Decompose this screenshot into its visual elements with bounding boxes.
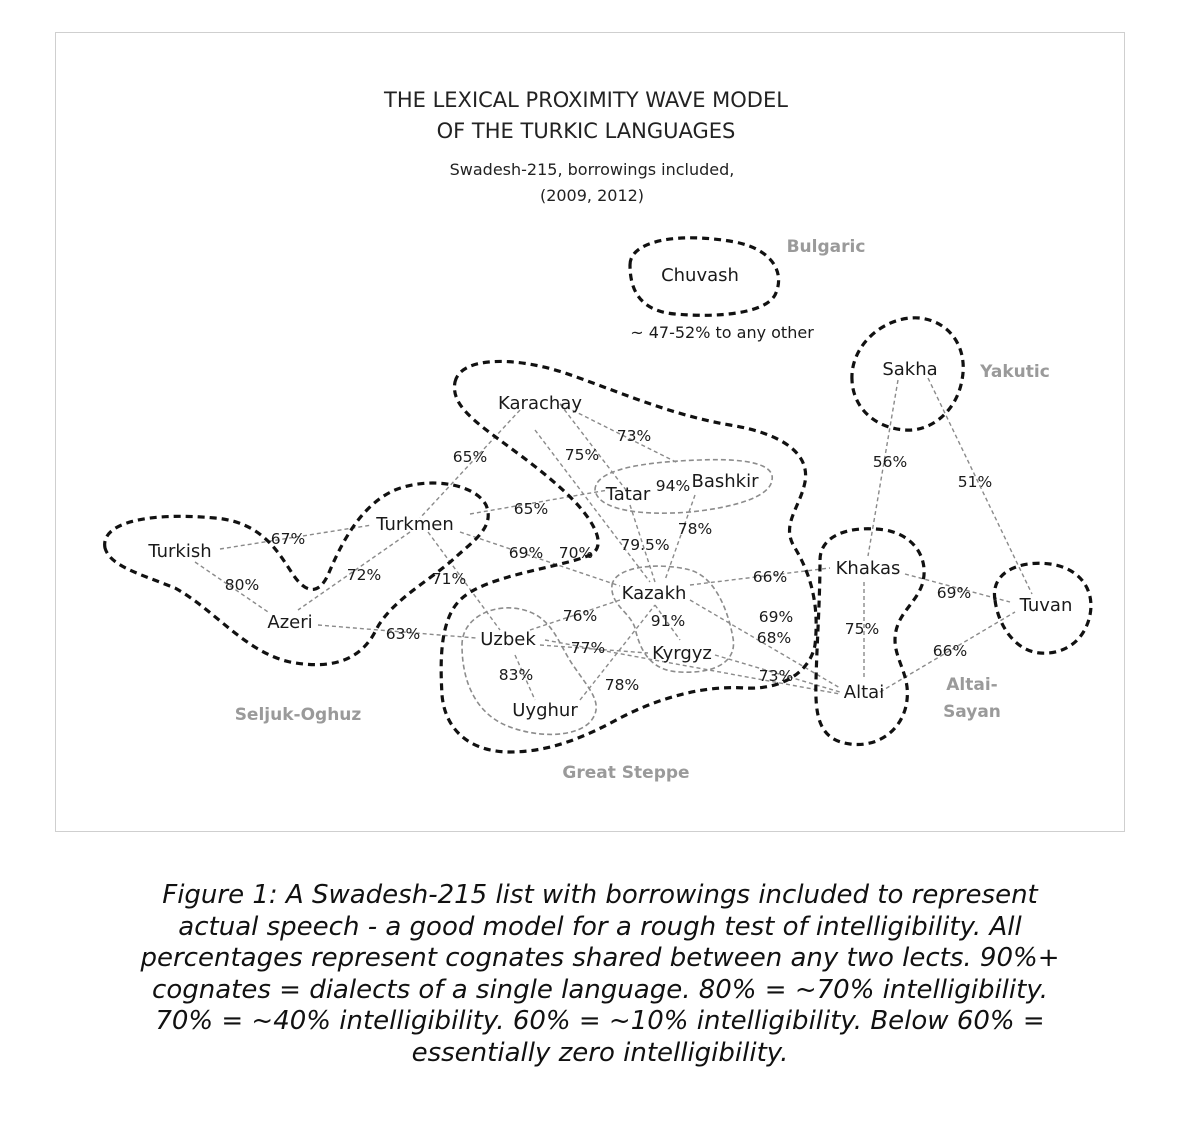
group-label-altai-sayan-line-2: Sayan — [943, 702, 1001, 722]
diagram-title-line-2: OF THE TURKIC LANGUAGES — [436, 119, 736, 143]
pct-sakha-tuvan: 51% — [957, 473, 993, 491]
group-label-bulgaric: Bulgaric — [786, 237, 866, 257]
pct-turkmen-kazakh: 69% — [508, 544, 544, 562]
caption-line-6: essentially zero intelligibility. — [411, 1037, 789, 1068]
label-kazakh: Kazakh — [621, 583, 687, 604]
diagram-subtitle-line-2: (2009, 2012) — [539, 186, 645, 205]
pct-kyrgyz-altai: 68% — [756, 629, 792, 647]
pct-kazakh-khakas: 66% — [752, 568, 788, 586]
label-azeri: Azeri — [267, 612, 313, 633]
label-chuvash: Chuvash — [661, 265, 739, 286]
group-label-altai-sayan-line-1: Altai- — [946, 675, 998, 695]
outline-seljuk-oghuz — [105, 483, 489, 665]
pct-khakas-altai: 75% — [844, 620, 880, 638]
pct-turkmen-azeri: 72% — [346, 566, 382, 584]
pct-karachay-kazakh: 70% — [558, 544, 594, 562]
label-uzbek: Uzbek — [480, 629, 536, 650]
diagram-title-line-1: THE LEXICAL PROXIMITY WAVE MODEL — [384, 88, 788, 112]
pct-turkmen-uzbek: 71% — [431, 570, 467, 588]
pct-bashkir-kazakh: 78% — [677, 520, 713, 538]
label-turkish: Turkish — [148, 541, 212, 562]
pct-uzbek-uyghur: 83% — [498, 666, 534, 684]
pct-uzbek-altai: 73% — [758, 667, 794, 685]
pct-turkish-turkmen: 67% — [270, 530, 306, 548]
group-outlines — [105, 238, 1091, 752]
label-tatar: Tatar — [605, 484, 651, 505]
diagram-subtitle-line-1: Swadesh-215, borrowings included, — [449, 160, 735, 179]
group-label-yakutic: Yakutic — [980, 362, 1050, 382]
pct-tatar-kazakh: 79.5% — [620, 536, 670, 554]
label-kyrgyz: Kyrgyz — [652, 643, 712, 664]
label-tuvan: Tuvan — [1019, 595, 1073, 616]
label-sakha: Sakha — [882, 359, 938, 380]
pct-turkmen-tatar: 65% — [513, 500, 549, 518]
pct-karachay-tatar: 73% — [616, 427, 652, 445]
caption-line-5: 70% = ~40% intelligibility. 60% = ~10% intelligibility. Below 60% = — [155, 1006, 1045, 1036]
group-label-great-steppe: Great Steppe — [562, 763, 690, 783]
label-khakas: Khakas — [835, 558, 901, 579]
caption-line-2: actual speech - a good model for a rough test of intelligibility. All — [178, 911, 1022, 942]
pct-turkish-azeri: 80% — [224, 576, 260, 594]
pct-kazakh-kyrgyz: 91% — [650, 612, 686, 630]
pct-karachay-bashkir: 75% — [564, 446, 600, 464]
pct-sakha-khakas: 56% — [872, 453, 908, 471]
pct-kazakh-altai: 69% — [758, 608, 794, 626]
figure-caption — [40, 880, 1160, 1069]
pct-karachay-turkmen: 65% — [452, 448, 488, 466]
label-uyghur: Uyghur — [512, 700, 578, 721]
label-karachay: Karachay — [498, 393, 582, 414]
pct-uzbek-kyrgyz: 77% — [570, 639, 606, 657]
caption-line-3: percentages represent cognates shared between any two lects. 90%+ — [140, 943, 1060, 973]
pct-uyghur-kazakh: 78% — [604, 676, 640, 694]
note-chuvash: ~ 47-52% to any other — [630, 323, 814, 342]
label-bashkir: Bashkir — [691, 471, 759, 492]
pct-uzbek-kazakh: 76% — [562, 607, 598, 625]
connection-lines — [195, 378, 1032, 700]
label-altai: Altai — [843, 682, 885, 703]
label-turkmen: Turkmen — [376, 514, 454, 535]
caption-line-1: Figure 1: A Swadesh-215 list with borrowings included to represent — [162, 880, 1038, 910]
pct-altai-tuvan: 66% — [932, 642, 968, 660]
pct-khakas-tuvan: 69% — [936, 584, 972, 602]
group-label-seljuk-oghuz: Seljuk-Oghuz — [234, 705, 362, 725]
pct-tatar-bashkir: 94% — [655, 477, 691, 495]
pct-azeri-uzbek: 63% — [385, 625, 421, 643]
caption-line-4: cognates = dialects of a single language. 80% = ~70% intelligibility. — [152, 974, 1048, 1005]
